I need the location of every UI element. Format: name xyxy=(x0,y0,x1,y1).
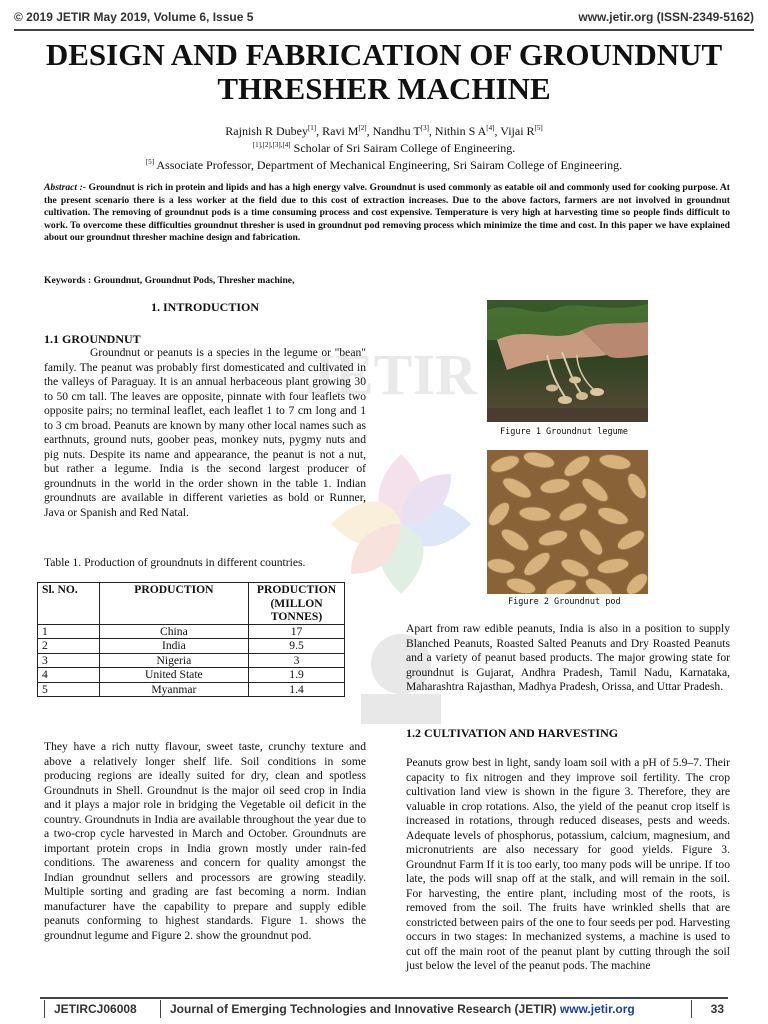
author-name: Vijai R xyxy=(500,124,535,138)
header-rule xyxy=(14,29,754,31)
author-name: Ravi M xyxy=(322,124,359,138)
watermark-text: JETIR xyxy=(306,342,477,407)
table-row xyxy=(38,653,345,668)
table-cell: 1 xyxy=(38,624,100,639)
page-number: 33 xyxy=(710,1002,724,1016)
page-header xyxy=(14,10,754,28)
paragraph-products: Apart from raw edible peanuts, India is also in a position to supply Blanched Peanuts, Roasted Salted Peanuts and Dry Roasted Peanuts and a variety of peanut based products. The major growing state for groundnut is Gujarat, Andhra Pradesh, Tamil Nadu, Karnataka, Maharashtra Rajasthan, Madhya Pradesh, Orissa, and Uttar Pradesh. xyxy=(406,622,730,693)
table-caption: Table 1. Production of groundnuts in different countries. xyxy=(44,556,306,569)
figure-2-caption: Figure 2 Groundnut pod xyxy=(508,597,621,607)
abstract xyxy=(44,182,730,245)
table-cell: 3 xyxy=(38,653,100,668)
paragraph-cultivation: Peanuts grow best in light, sandy loam soil with a pH of 5.9–7. Their capacity to fix nitrogen and they improve soil fertility. The crop cultivation land view is shown in the figure 3. Therefore, they are valuable in crop rotations. Also, the yield of the peanut crop itself is increased in rotations, through reduced diseases, pests and weeds. Adequate levels of phosphorus, potassium, calcium, magnesium, and micronutrients are also necessary for good yields. Figure 3. Groundnut Farm If it is too early, too many pods will be unripe. If too late, the pods will snap off at the stalk, and will remain in the soil. For harvesting, the entire plant, including most of the roots, is removed from the soil. The fruits have wrinkled shells that are constricted between pairs of the one to four seeds per pod. Harvesting occurs in two stages: In mechanized systems, a machine is used to cut off the main root of the peanut plant by cutting through the soil just below the level of the peanut pods. The machine xyxy=(406,756,730,972)
table-header: Sl. NO. xyxy=(38,583,100,625)
footer-journal-link[interactable]: www.jetir.org xyxy=(559,1002,635,1016)
header-right: www.jetir.org (ISSN-2349-5162) xyxy=(578,10,754,24)
section-heading-groundnut: 1.1 GROUNDNUT xyxy=(44,332,141,346)
paragraph-groundnut: Groundnut or peanuts is a species in the legume or "bean" family. The peanut was probably first domesticated and cultivated in the valleys of Paraguay. It is an annual herbaceous plant growing 30 to 50 cm tall. The leaves are opposite, pinnate with four leaflets two opposite pairs; no terminal leaflet, each leaflet 1 to 7 cm long and 1 to 3 cm broad. Peanuts are known by many other local names such as earthnuts, ground nuts, goober peas, monkey nuts, pygmy nuts and pig nuts. Despite its name and appearance, the peanut is not a nut, but rather a legume. India is the second largest producer of groundnuts in the world in the order shown in the table 1. Indian groundnuts are available in different varieties as bold or Runner, Java or Spanish and Red Natal. xyxy=(44,346,366,519)
authors-block xyxy=(20,121,748,172)
table-row xyxy=(38,639,345,654)
author-name: Nandhu T xyxy=(372,124,421,138)
figure-1-caption: Figure 1 Groundnut legume xyxy=(500,427,628,437)
table-row xyxy=(38,682,345,697)
table-cell: Nigeria xyxy=(99,653,248,668)
affiliation-2: [5] Associate Professor, Department of Mechanical Engineering, Sri Sairam College of Engineering. xyxy=(145,158,623,172)
section-heading-introduction: 1. INTRODUCTION xyxy=(150,300,259,314)
keywords: Keywords : Groundnut, Groundnut Pods, Thresher machine, xyxy=(44,275,295,286)
footer-journal: Journal of Emerging Technologies and Innovative Research (JETIR) www.jetir.org xyxy=(170,1002,635,1016)
table-cell: 9.5 xyxy=(249,639,345,654)
figure-groundnut-pod xyxy=(487,450,648,594)
table-cell: 1.9 xyxy=(249,668,345,683)
production-table xyxy=(37,582,345,697)
table-cell: 17 xyxy=(249,624,345,639)
table-header: PRODUCTION xyxy=(99,583,248,625)
section-heading-cultivation: 1.2 CULTIVATION AND HARVESTING xyxy=(406,726,619,740)
table-cell: Myanmar xyxy=(99,682,248,697)
table-cell: 3 xyxy=(249,653,345,668)
paragraph-flavour: They have a rich nutty flavour, sweet taste, crunchy texture and above a relatively longer shelf life. Soil conditions in some producing regions are ideally suited for dry, clean and spotless Groundnuts in Shell. Groundnut is the major oil seed crop in India and it plays a major role in bridging the Vegetable oil deficit in the country. Groundnuts in India are available throughout the year due to a two-crop cycle harvested in March and October. Groundnuts are important protein crops in India grown mostly under rain-fed conditions. The awareness and concern for quality amongst the Indian groundnut sellers and processors are growing steadily. Multiple sorting and grading are fast becoming a norm. Indian manufacturer have the capability to prepare and supply edible peanuts conforming to highest standards. Figure 1. shows the groundnut legume and Figure 2. show the groundnut pod. xyxy=(44,740,366,942)
table-row xyxy=(38,668,345,683)
header-left: © 2019 JETIR May 2019, Volume 6, Issue 5 xyxy=(14,10,254,24)
footer-paper-id: JETIRCJ06008 xyxy=(54,1002,137,1016)
table-cell: 2 xyxy=(38,639,100,654)
table-cell: India xyxy=(99,639,248,654)
abstract-text: Groundnut is rich in protein and lipids and has a high energy valve. Groundnut is used commonly as eatable oil and commonly used for cooking purpose. At the present scenario there is a less worker at the field due to this cost of extraction increases. Due to the above factors, farmers are not involved in groundnut cultivation. The removing of groundnut pods is a time consuming process and cost expensive. Temperature is very high at harvesting time so people finds difficult to work. To overcome these difficulties groundnut thresher is used in groundnut pod removing process which minimize the time and cost. In this paper we have explained about our groundnut thresher machine design and fabrication. xyxy=(44,182,730,244)
paper-title: DESIGN AND FABRICATION OF GROUNDNUT THRESHER MACHINE xyxy=(45,37,723,106)
table-row xyxy=(38,624,345,639)
table-cell: 5 xyxy=(38,682,100,697)
table-cell: 1.4 xyxy=(249,682,345,697)
author-name: Nithin S A xyxy=(434,124,487,138)
table-cell: China xyxy=(99,624,248,639)
figure-groundnut-legume xyxy=(487,300,648,422)
table-header: PRODUCTION (MILLON TONNES) xyxy=(249,583,345,625)
table-cell: 4 xyxy=(38,668,100,683)
abstract-label: Abstract :- xyxy=(44,182,86,193)
author-name: Rajnish R Dubey xyxy=(225,124,308,138)
table-cell: United State xyxy=(99,668,248,683)
author-names: Rajnish R Dubey[1], Ravi M[2], Nandhu T[3], Nithin S A[4], Vijai R[5] xyxy=(225,124,543,138)
affiliation-1: [1],[2],[3],[4] Scholar of Sri Sairam College of Engineering. xyxy=(252,141,516,155)
footer-rule xyxy=(40,997,728,999)
table-header-row xyxy=(38,583,345,625)
